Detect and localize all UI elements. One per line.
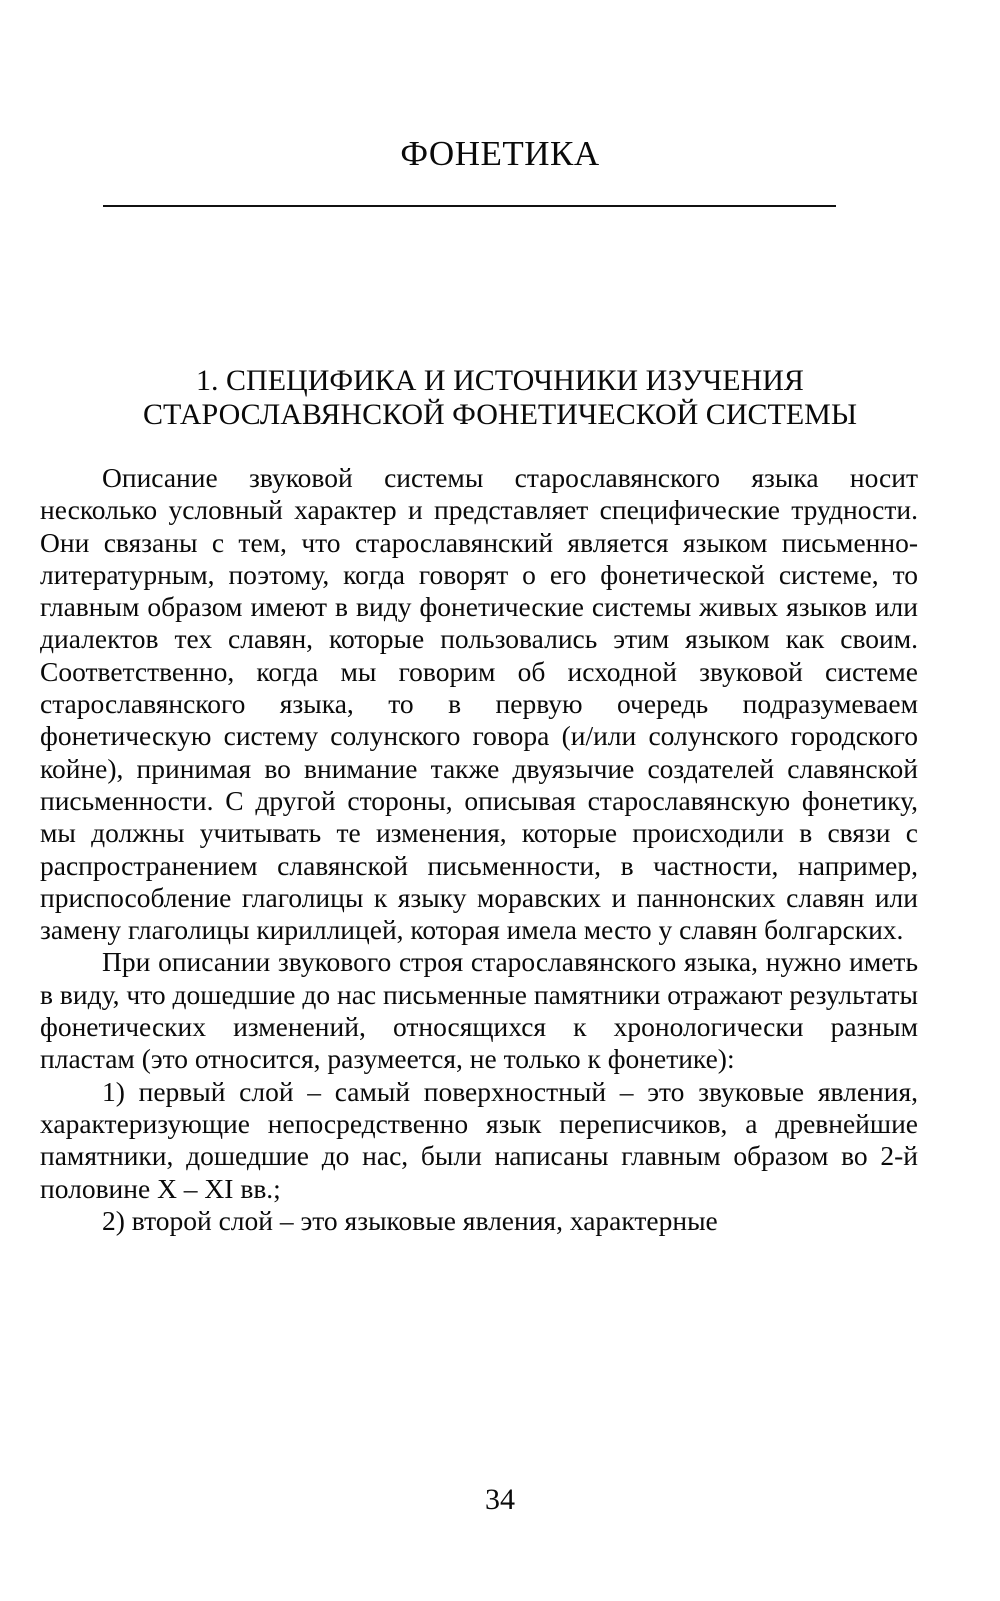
section-heading: [0, 364, 1000, 432]
section-heading-line-1: 1. СПЕЦИФИКА И ИСТОЧНИКИ ИЗУЧЕНИЯ: [196, 364, 804, 397]
page-number: 34: [485, 1483, 515, 1516]
paragraph-1: Описание звуковой системы старославянского языка носит несколько условный характер и представляет специфические трудности. Они связаны с тем, что старославянский является языком письменно-литературным, поэтому, когда говорят о его фонетической системе, то главным образом имеют в виду фонетические системы живых языков или диалектов тех славян, которые пользовались этим языком как своим. Соответственно, когда мы говорим об исходной звуковой системе старославянского языка, то в первую очередь подразумеваем фонетическую систему солунского говора (и/или солунского городского койне), принимая во внимание также двуязычие создателей славянской письменности. С другой стороны, описывая старославянскую фонетику, мы должны учитывать те изменения, которые происходили в связи с распространением славянской письменности, в частности, например, приспособление глаголицы к языку моравских и паннонских славян или замену глаголицы кириллицей, которая имела место у славян болгарских.: [40, 462, 918, 946]
list-item-1: 1) первый слой – самый поверхностный – это звуковые явления, характеризующие непосредственно язык переписчиков, а древнейшие памятники, дошедшие до нас, были написаны главным образом во 2-й половине X – XI вв.;: [40, 1075, 918, 1204]
paragraph-2: При описании звукового строя старославянского языка, нужно иметь в виду, что дошедшие до нас письменные памятники отражают результаты фонетических изменений, относящихся к хронологически разным пластам (это относится, разумеется, не только к фонетике):: [40, 946, 918, 1075]
body-text: [40, 462, 918, 1237]
chapter-title-rule: [103, 205, 836, 207]
section-heading-line-2: СТАРОСЛАВЯНСКОЙ ФОНЕТИЧЕСКОЙ СИСТЕМЫ: [143, 398, 857, 431]
chapter-title: ФОНЕТИКА: [400, 134, 600, 173]
list-item-2: 2) второй слой – это языковые явления, характерные: [102, 1204, 718, 1236]
